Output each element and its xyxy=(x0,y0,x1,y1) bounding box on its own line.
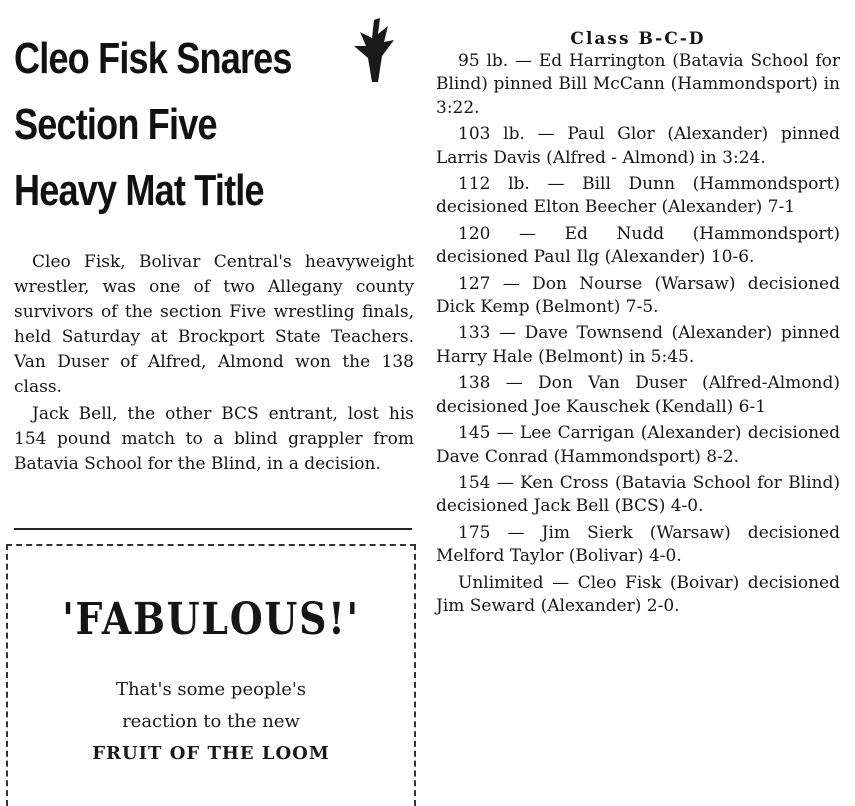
headline xyxy=(14,26,344,224)
result-item: 127 — Don Nourse (Warsaw) decisioned Dick Kemp (Belmont) 7-5. xyxy=(436,273,840,318)
ad-line-1: That's some people's xyxy=(115,679,307,700)
ad-brand-line: FRUIT OF THE LOOM xyxy=(92,743,330,764)
class-heading: Class B-C-D xyxy=(570,29,706,49)
result-item: 112 lb. — Bill Dunn (Hammondsport) decisioned Elton Beecher (Alexander) 7-1 xyxy=(436,174,840,218)
result-item: 133 — Dave Townsend (Alexander) pinned Harry Hale (Belmont) in 5:45. xyxy=(436,323,840,367)
results-column xyxy=(436,28,840,621)
headline-line-3: Heavy Mat Title xyxy=(14,166,264,215)
result-item: Unlimited — Cleo Fisk (Boivar) decisioned Jim Seward (Alexander) 2-0. xyxy=(436,572,840,616)
ad-line-2: reaction to the new xyxy=(122,711,300,732)
story-paragraph-2: Jack Bell, the other BCS entrant, lost his 154 pound match to a blind grappler from Batavia School for the Blind, in a decision. xyxy=(14,404,414,474)
result-item: 120 — Ed Nudd (Hammondsport) decisioned Paul Ilg (Alexander) 10-6. xyxy=(436,223,840,268)
column-divider xyxy=(14,528,412,530)
ink-mark-icon xyxy=(344,16,402,88)
result-item: 103 lb. — Paul Glor (Alexander) pinned Larris Davis (Alfred - Almond) in 3:24. xyxy=(436,124,840,168)
story-paragraph-1: Cleo Fisk, Bolivar Central's heavyweight wrestler, was one of two Allegany county survivors of the section Five wrestling finals, held Saturday at Brockport State Teachers. Van Duser of Alfred, Almond won the 138 class. xyxy=(14,252,414,397)
result-item: 138 — Don Van Duser (Alfred-Almond) decisioned Joe Kauschek (Kendall) 6-1 xyxy=(436,373,840,417)
result-item: 175 — Jim Sierk (Warsaw) decisioned Melford Taylor (Bolivar) 4-0. xyxy=(436,522,840,567)
result-item: 95 lb. — Ed Harrington (Batavia School for Blind) pinned Bill McCann (Hammondsport) in 3:22. xyxy=(436,51,840,118)
left-column xyxy=(14,8,416,474)
ad-headline: 'FABULOUS!' xyxy=(62,594,360,645)
result-item: 154 — Ken Cross (Batavia School for Blind) decisioned Jack Bell (BCS) 4-0. xyxy=(436,472,840,517)
headline-line-1: Cleo Fisk Snares xyxy=(14,34,292,83)
advertisement-box xyxy=(6,544,416,806)
story-body xyxy=(14,250,414,477)
result-item: 145 — Lee Carrigan (Alexander) decisioned Dave Conrad (Hammondsport) 8-2. xyxy=(436,423,840,467)
headline-line-2: Section Five xyxy=(14,100,217,149)
